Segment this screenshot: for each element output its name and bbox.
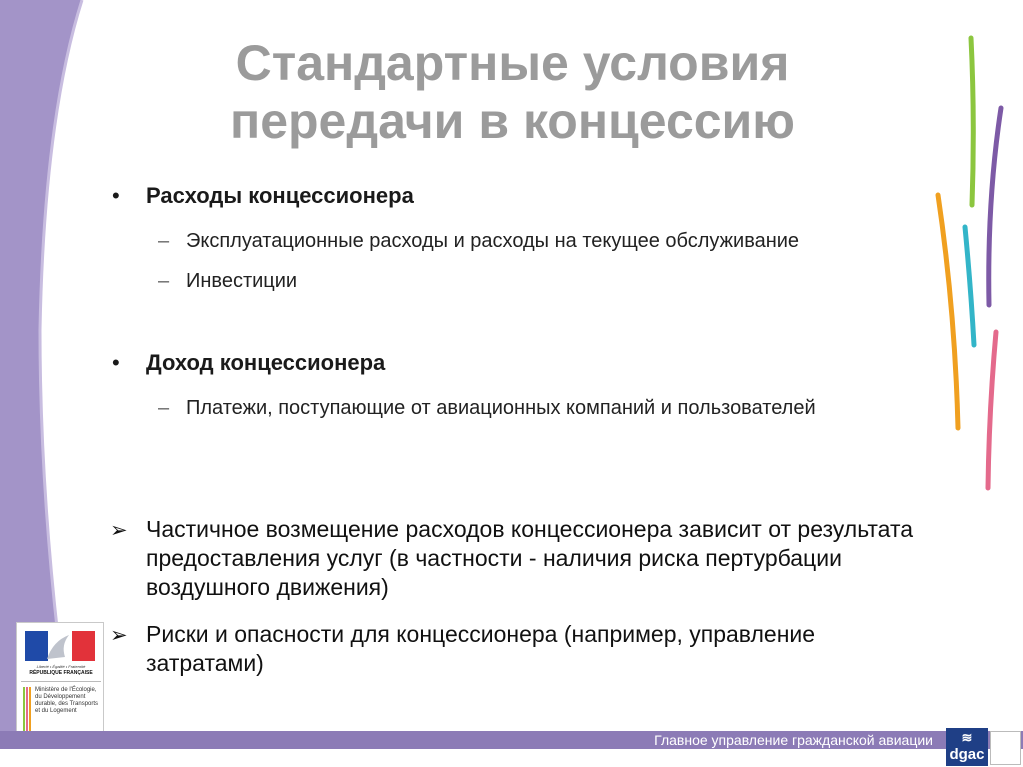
dgac-label: dgac	[949, 746, 985, 763]
slide-title	[110, 34, 915, 150]
arrow-marker: ➢	[110, 519, 128, 542]
title-line-2: передачи в концессию	[230, 93, 795, 149]
logo-ministry-name: Ministère de l'Écologie, du Développement durable, des Transports et du Logement	[35, 687, 99, 714]
sub-marker: –	[158, 397, 170, 419]
marianne-flag-icon	[25, 631, 95, 661]
title-line-1: Стандартные условия	[235, 35, 790, 91]
arrow-item-risks: Риски и опасности для концессионера (например, управление затратами)	[146, 621, 816, 676]
sub-item-payments: Платежи, поступающие от авиационных компаний и пользователей	[186, 397, 816, 419]
arrow-item-reimbursement: Частичное возмещение расходов концессионера зависит от результата предоставления услуг (в частности - наличия риска пертурбации воздушного движения)	[146, 516, 914, 600]
bullet-expenses: Расходы концессионера	[146, 183, 414, 208]
sub-item-investments: Инвестиции	[186, 270, 298, 292]
ministry-stripes-icon	[23, 687, 31, 737]
bullet-marker: •	[112, 183, 120, 208]
sub-item-operating-costs: Эксплуатационные расходы и расходы на текущее обслуживание	[186, 230, 800, 252]
logo-divider	[21, 681, 101, 682]
logo-republic: RÉPUBLIQUE FRANÇAISE	[29, 670, 93, 676]
sub-marker: –	[158, 230, 170, 252]
dgac-bird-icon: ≋	[961, 730, 973, 745]
ministry-logo	[16, 622, 104, 740]
bullet-income: Доход концессионера	[146, 350, 386, 375]
color-strokes-decoration	[925, 30, 1023, 500]
sub-marker: –	[158, 270, 170, 292]
footer-organization: Главное управление гражданской авиации	[654, 732, 933, 748]
bullet-marker: •	[112, 350, 120, 375]
arrow-marker: ➢	[110, 624, 128, 647]
dgac-logo	[946, 728, 988, 766]
logo-motto: Liberté • Égalité • Fraternité	[36, 664, 86, 669]
corner-frame	[990, 731, 1021, 765]
